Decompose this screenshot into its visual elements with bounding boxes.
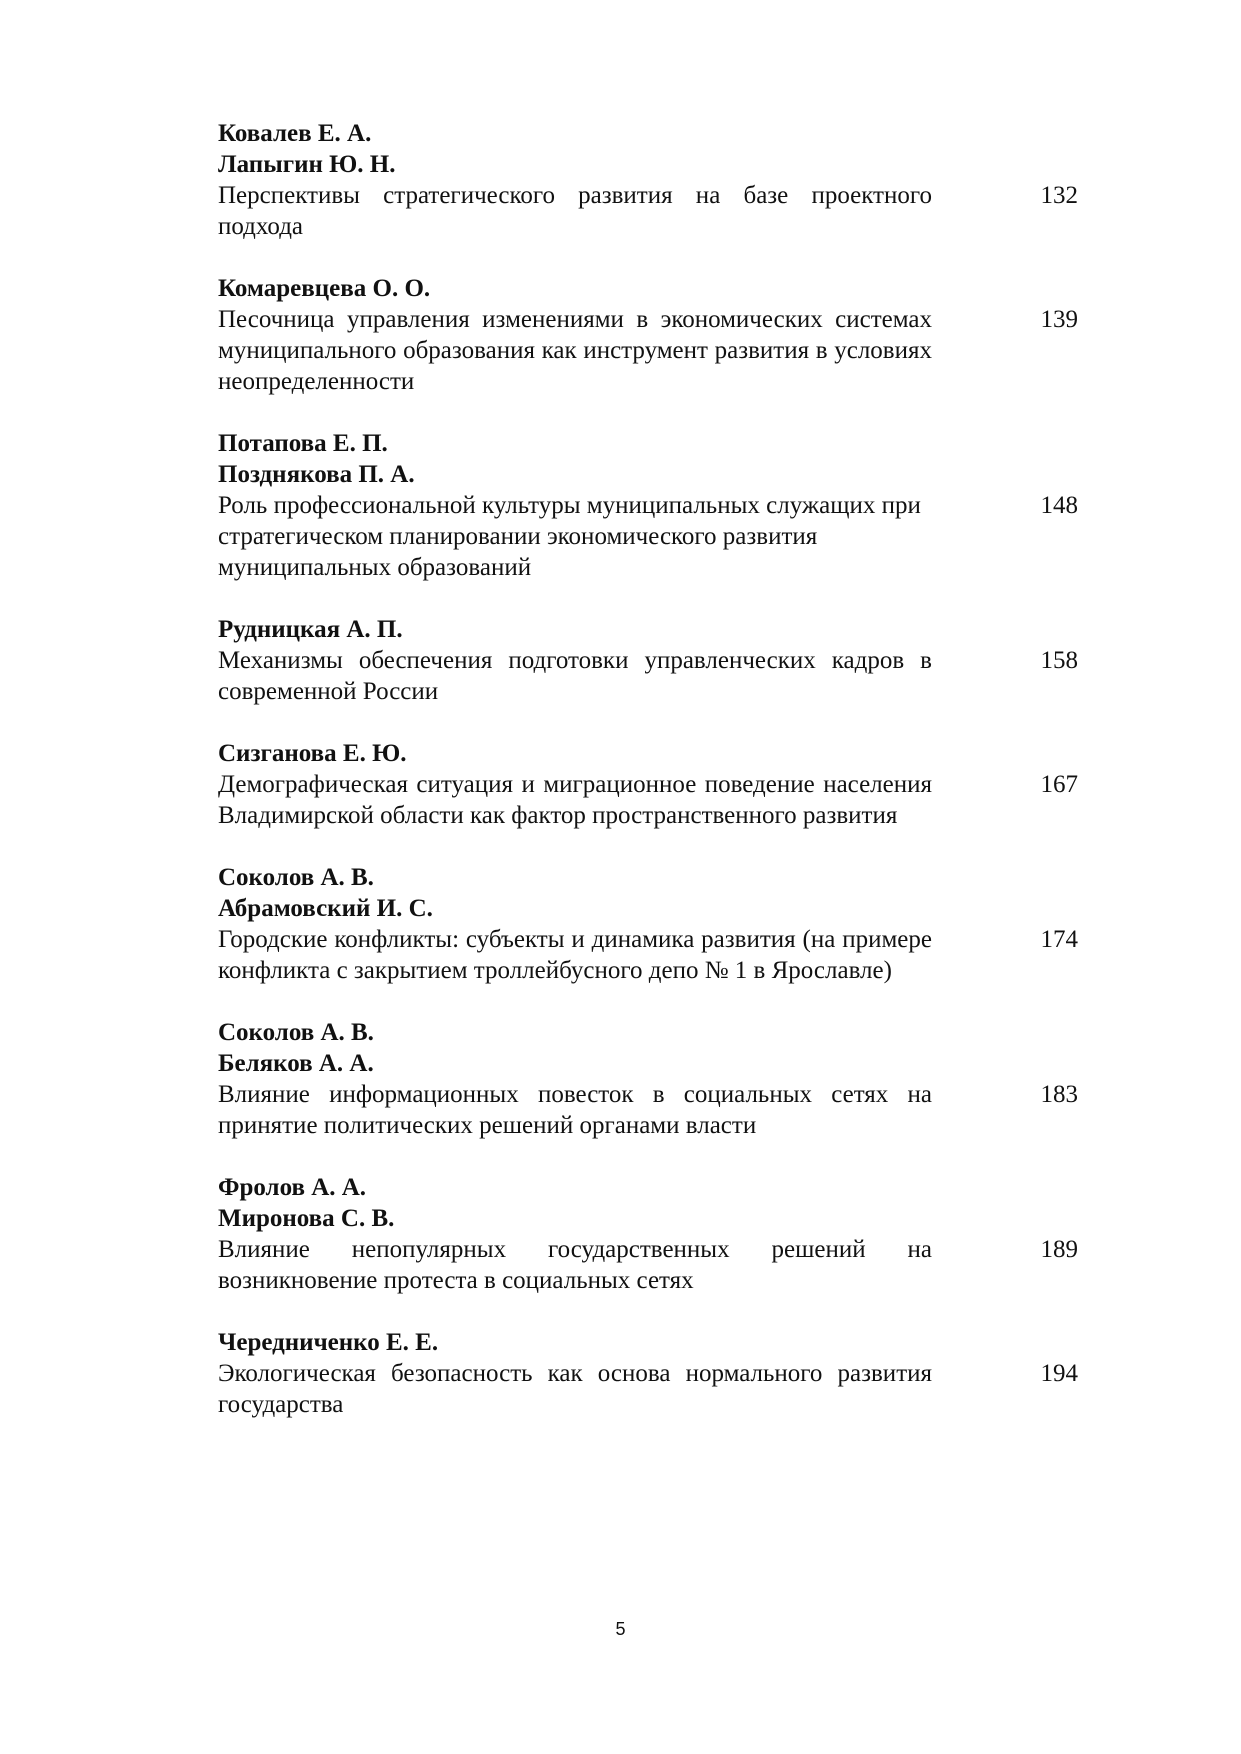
entry-title-row bbox=[218, 1358, 1078, 1420]
entry-author: Абрамовский И. С. bbox=[218, 895, 433, 922]
entry-title: Экологическая безопасность как основа нормального развития государства bbox=[218, 1360, 932, 1418]
entry-page-number: 189 bbox=[1040, 1236, 1078, 1263]
entry-author: Сизганова Е. Ю. bbox=[218, 740, 407, 767]
toc-entry bbox=[218, 273, 1078, 397]
entry-title: Демографическая ситуация и миграционное поведение населения Владимирской области как фактор пространственного развития bbox=[218, 771, 932, 829]
entry-author: Чередниченко Е. Е. bbox=[218, 1329, 439, 1356]
entry-title-row bbox=[218, 924, 1078, 986]
entry-page-number: 158 bbox=[1040, 647, 1078, 674]
entry-page-number: 174 bbox=[1040, 926, 1078, 953]
entry-title-row bbox=[218, 645, 1078, 707]
entry-title-row bbox=[218, 1079, 1078, 1141]
entry-title: Влияние информационных повесток в социальных сетях на принятие политических решений органами власти bbox=[218, 1081, 932, 1139]
toc-entry bbox=[218, 862, 1078, 986]
entry-title-row bbox=[218, 490, 1078, 583]
entry-title-row bbox=[218, 769, 1078, 831]
entry-author: Комаревцева О. О. bbox=[218, 275, 431, 302]
toc-entry bbox=[218, 1017, 1078, 1141]
entry-title: Механизмы обеспечения подготовки управленческих кадров в современной России bbox=[218, 647, 932, 705]
entry-title-row bbox=[218, 1234, 1078, 1296]
entry-author: Позднякова П. А. bbox=[218, 461, 415, 488]
entry-title-row bbox=[218, 304, 1078, 397]
toc-entry bbox=[218, 1327, 1078, 1420]
table-of-contents bbox=[218, 118, 1078, 1451]
page-number: 5 bbox=[615, 1619, 626, 1639]
entry-title: Перспективы стратегического развития на базе проектного подхода bbox=[218, 182, 932, 240]
toc-entry bbox=[218, 614, 1078, 707]
toc-entry bbox=[218, 118, 1078, 242]
entry-title: Роль профессиональной культуры муниципальных служащих при стратегическом планировании экономического развития муниципальных образований bbox=[218, 492, 921, 581]
entry-author: Ковалев Е. А. bbox=[218, 120, 372, 147]
entry-page-number: 183 bbox=[1040, 1081, 1078, 1108]
entry-page-number: 139 bbox=[1040, 306, 1078, 333]
entry-title: Песочница управления изменениями в экономических системах муниципального образования как инструмент развития в условиях неопределенности bbox=[218, 306, 932, 395]
entry-author: Потапова Е. П. bbox=[218, 430, 388, 457]
entry-title: Городские конфликты: субъекты и динамика развития (на примере конфликта с закрытием троллейбусного депо № 1 в Ярославле) bbox=[218, 926, 932, 984]
entry-page-number: 194 bbox=[1040, 1360, 1078, 1387]
entry-page-number: 132 bbox=[1040, 182, 1078, 209]
entry-page-number: 148 bbox=[1040, 492, 1078, 519]
entry-author: Рудницкая А. П. bbox=[218, 616, 403, 643]
entry-author: Фролов А. А. bbox=[218, 1174, 367, 1201]
entry-title: Влияние непопулярных государственных решений на возникновение протеста в социальных сетях bbox=[218, 1236, 932, 1294]
toc-entry bbox=[218, 428, 1078, 583]
toc-entry bbox=[218, 1172, 1078, 1296]
entry-author: Лапыгин Ю. Н. bbox=[218, 151, 396, 178]
entry-author: Соколов А. В. bbox=[218, 864, 374, 891]
entry-title-row bbox=[218, 180, 1078, 242]
entry-author: Беляков А. А. bbox=[218, 1050, 374, 1077]
entry-author: Соколов А. В. bbox=[218, 1019, 374, 1046]
entry-page-number: 167 bbox=[1040, 771, 1078, 798]
entry-author: Миронова С. В. bbox=[218, 1205, 395, 1232]
toc-entry bbox=[218, 738, 1078, 831]
